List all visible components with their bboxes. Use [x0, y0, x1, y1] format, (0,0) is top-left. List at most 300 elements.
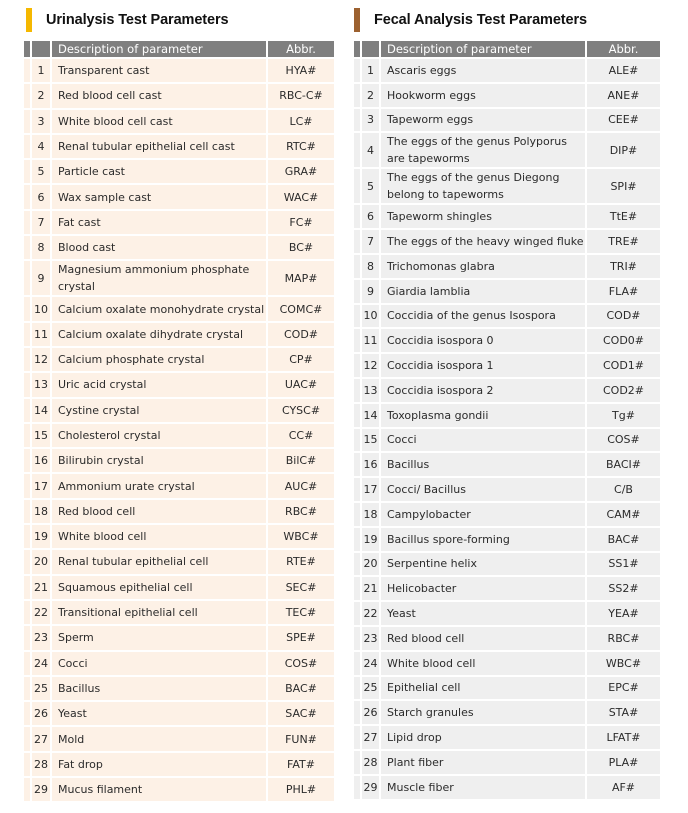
row-number: 20: [362, 551, 381, 576]
row-abbr: COD#: [587, 303, 660, 328]
row-abbr: SS2#: [587, 575, 660, 600]
row-abbr: SPI#: [587, 167, 660, 203]
header-description: Description of parameter: [381, 41, 587, 57]
row-abbr: LC#: [268, 108, 334, 133]
table-row: [24, 397, 334, 422]
table-row: [354, 278, 660, 303]
row-stub: [354, 501, 362, 526]
row-number: 3: [32, 108, 52, 133]
row-description: Cocci/ Bacillus: [381, 476, 587, 501]
table-row: [354, 303, 660, 328]
row-abbr: MAP#: [268, 259, 334, 295]
row-description: Toxoplasma gondii: [381, 402, 587, 427]
row-number: 25: [362, 675, 381, 700]
row-number: 9: [32, 259, 52, 295]
row-stub: [24, 624, 32, 649]
row-stub: [24, 548, 32, 573]
urinalysis-accent-bar: [26, 8, 32, 32]
row-number: 24: [32, 650, 52, 675]
row-abbr: SPE#: [268, 624, 334, 649]
table-row: [354, 427, 660, 452]
row-description: Muscle fiber: [381, 774, 587, 799]
table-row: [24, 650, 334, 675]
table-row: [354, 724, 660, 749]
row-abbr: FLA#: [587, 278, 660, 303]
row-description: Magnesium ammonium phosphate crystal: [52, 259, 268, 295]
row-abbr: BACI#: [587, 451, 660, 476]
table-row: [24, 346, 334, 371]
row-stub: [24, 259, 32, 295]
row-stub: [24, 523, 32, 548]
row-number: 28: [362, 749, 381, 774]
row-stub: [354, 724, 362, 749]
row-abbr: FAT#: [268, 751, 334, 776]
table-row: [24, 295, 334, 320]
row-description: Bacillus spore-forming: [381, 526, 587, 551]
row-number: 1: [32, 57, 52, 82]
row-abbr: BC#: [268, 234, 334, 259]
row-stub: [354, 749, 362, 774]
row-abbr: EPC#: [587, 675, 660, 700]
row-abbr: FUN#: [268, 725, 334, 750]
row-stub: [24, 57, 32, 82]
table-row: [24, 133, 334, 158]
row-description: Mucus filament: [52, 776, 268, 801]
row-abbr: RBC#: [268, 498, 334, 523]
row-stub: [24, 234, 32, 259]
row-stub: [354, 131, 362, 167]
row-number: 21: [32, 574, 52, 599]
header-stub: [24, 41, 32, 57]
row-stub: [354, 427, 362, 452]
row-stub: [354, 650, 362, 675]
table-row: [24, 447, 334, 472]
row-number: 24: [362, 650, 381, 675]
row-number: 10: [362, 303, 381, 328]
row-stub: [354, 303, 362, 328]
row-stub: [354, 699, 362, 724]
row-abbr: CYSC#: [268, 397, 334, 422]
row-description: Cocci: [381, 427, 587, 452]
row-stub: [354, 551, 362, 576]
row-number: 11: [32, 321, 52, 346]
table-row: [354, 402, 660, 427]
row-stub: [354, 327, 362, 352]
row-stub: [24, 321, 32, 346]
row-description: Tapeworm shingles: [381, 203, 587, 228]
row-stub: [24, 776, 32, 801]
row-description: Giardia lamblia: [381, 278, 587, 303]
row-description: Bacillus: [52, 675, 268, 700]
row-stub: [354, 600, 362, 625]
row-number: 15: [32, 422, 52, 447]
table-row: [24, 624, 334, 649]
row-number: 17: [32, 472, 52, 497]
urinalysis-table: [24, 41, 334, 801]
row-description: White blood cell: [381, 650, 587, 675]
table-row: [24, 82, 334, 107]
row-description: Fat cast: [52, 209, 268, 234]
row-abbr: COD2#: [587, 377, 660, 402]
fecal-header-row: [354, 41, 660, 57]
row-abbr: PLA#: [587, 749, 660, 774]
row-number: 17: [362, 476, 381, 501]
row-description: Hookworm eggs: [381, 82, 587, 107]
row-stub: [354, 575, 362, 600]
row-number: 13: [362, 377, 381, 402]
row-abbr: HYA#: [268, 57, 334, 82]
row-number: 6: [362, 203, 381, 228]
row-number: 19: [362, 526, 381, 551]
row-description: Particle cast: [52, 158, 268, 183]
row-number: 19: [32, 523, 52, 548]
row-number: 7: [362, 228, 381, 253]
row-abbr: COD1#: [587, 352, 660, 377]
row-description: Red blood cell: [381, 625, 587, 650]
row-description: Mold: [52, 725, 268, 750]
row-stub: [24, 422, 32, 447]
header-stub: [354, 41, 362, 57]
fecal-title-row: [354, 8, 587, 32]
row-description: Calcium oxalate monohydrate crystal: [52, 295, 268, 320]
row-abbr: COS#: [587, 427, 660, 452]
row-stub: [24, 183, 32, 208]
row-abbr: WBC#: [587, 650, 660, 675]
row-abbr: TtE#: [587, 203, 660, 228]
row-abbr: SS1#: [587, 551, 660, 576]
row-description: Red blood cell: [52, 498, 268, 523]
row-number: 4: [32, 133, 52, 158]
row-abbr: DIP#: [587, 131, 660, 167]
row-stub: [354, 57, 362, 82]
row-stub: [24, 675, 32, 700]
row-number: 23: [32, 624, 52, 649]
row-stub: [24, 158, 32, 183]
row-number: 18: [362, 501, 381, 526]
row-stub: [24, 133, 32, 158]
row-description: Uric acid crystal: [52, 371, 268, 396]
row-number: 7: [32, 209, 52, 234]
row-description: Bilirubin crystal: [52, 447, 268, 472]
row-abbr: BAC#: [268, 675, 334, 700]
table-row: [24, 321, 334, 346]
row-description: Coccidia isospora 2: [381, 377, 587, 402]
row-abbr: AF#: [587, 774, 660, 799]
row-description: Serpentine helix: [381, 551, 587, 576]
row-description: Ammonium urate crystal: [52, 472, 268, 497]
row-description: White blood cell cast: [52, 108, 268, 133]
row-abbr: RTC#: [268, 133, 334, 158]
row-description: Helicobacter: [381, 575, 587, 600]
row-stub: [354, 228, 362, 253]
row-description: Tapeworm eggs: [381, 107, 587, 132]
row-number: 2: [32, 82, 52, 107]
table-row: [354, 476, 660, 501]
row-number: 5: [32, 158, 52, 183]
table-row: [24, 751, 334, 776]
row-number: 9: [362, 278, 381, 303]
row-stub: [354, 377, 362, 402]
row-stub: [354, 451, 362, 476]
row-description: Fat drop: [52, 751, 268, 776]
row-stub: [354, 203, 362, 228]
row-abbr: BAC#: [587, 526, 660, 551]
table-row: [24, 422, 334, 447]
row-stub: [24, 650, 32, 675]
row-abbr: CAM#: [587, 501, 660, 526]
row-stub: [354, 675, 362, 700]
row-abbr: CEE#: [587, 107, 660, 132]
row-number: 10: [32, 295, 52, 320]
row-stub: [24, 447, 32, 472]
row-description: Calcium phosphate crystal: [52, 346, 268, 371]
table-row: [354, 501, 660, 526]
row-stub: [24, 599, 32, 624]
table-row: [24, 259, 334, 295]
table-row: [24, 776, 334, 801]
row-stub: [354, 107, 362, 132]
table-row: [354, 167, 660, 203]
row-number: 14: [362, 402, 381, 427]
row-description: Starch granules: [381, 699, 587, 724]
row-abbr: FC#: [268, 209, 334, 234]
row-description: Calcium oxalate dihydrate crystal: [52, 321, 268, 346]
row-abbr: YEA#: [587, 600, 660, 625]
row-description: Renal tubular epithelial cell cast: [52, 133, 268, 158]
table-row: [354, 57, 660, 82]
row-description: Wax sample cast: [52, 183, 268, 208]
table-row: [24, 57, 334, 82]
row-abbr: BilC#: [268, 447, 334, 472]
row-description: The eggs of the heavy winged fluke: [381, 228, 587, 253]
row-number: 13: [32, 371, 52, 396]
row-stub: [24, 209, 32, 234]
urinalysis-header-row: [24, 41, 334, 57]
fecal-title: Fecal Analysis Test Parameters: [374, 12, 588, 28]
row-abbr: COD0#: [587, 327, 660, 352]
row-abbr: TRE#: [587, 228, 660, 253]
row-description: Yeast: [52, 700, 268, 725]
row-stub: [354, 526, 362, 551]
row-number: 15: [362, 427, 381, 452]
row-stub: [354, 476, 362, 501]
urinalysis-title: Urinalysis Test Parameters: [46, 12, 229, 28]
table-row: [354, 82, 660, 107]
row-number: 12: [362, 352, 381, 377]
table-row: [24, 725, 334, 750]
row-abbr: SAC#: [268, 700, 334, 725]
row-number: 12: [32, 346, 52, 371]
row-description: Sperm: [52, 624, 268, 649]
row-stub: [24, 751, 32, 776]
table-row: [24, 108, 334, 133]
row-stub: [354, 82, 362, 107]
table-row: [24, 209, 334, 234]
row-description: Lipid drop: [381, 724, 587, 749]
row-abbr: COMC#: [268, 295, 334, 320]
row-description: Squamous epithelial cell: [52, 574, 268, 599]
row-description: Transparent cast: [52, 57, 268, 82]
row-stub: [24, 725, 32, 750]
row-abbr: C/B: [587, 476, 660, 501]
row-number: 21: [362, 575, 381, 600]
row-stub: [24, 295, 32, 320]
row-abbr: RBC#: [587, 625, 660, 650]
row-abbr: Tg#: [587, 402, 660, 427]
row-description: Coccidia of the genus Isospora: [381, 303, 587, 328]
row-number: 25: [32, 675, 52, 700]
table-row: [24, 234, 334, 259]
row-number: 27: [32, 725, 52, 750]
row-description: Epithelial cell: [381, 675, 587, 700]
header-abbr: Abbr.: [587, 41, 660, 57]
table-row: [354, 377, 660, 402]
row-description: Ascaris eggs: [381, 57, 587, 82]
row-description: Cystine crystal: [52, 397, 268, 422]
row-description: Campylobacter: [381, 501, 587, 526]
header-number: [362, 41, 381, 57]
row-abbr: PHL#: [268, 776, 334, 801]
row-description: Transitional epithelial cell: [52, 599, 268, 624]
row-stub: [24, 574, 32, 599]
table-row: [354, 352, 660, 377]
row-description: Blood cast: [52, 234, 268, 259]
row-number: 18: [32, 498, 52, 523]
row-stub: [24, 472, 32, 497]
fecal-accent-bar: [354, 8, 360, 32]
table-row: [24, 498, 334, 523]
header-number: [32, 41, 52, 57]
table-row: [354, 203, 660, 228]
table-row: [354, 675, 660, 700]
row-number: 3: [362, 107, 381, 132]
row-description: White blood cell: [52, 523, 268, 548]
table-row: [354, 228, 660, 253]
row-number: 2: [362, 82, 381, 107]
row-abbr: CC#: [268, 422, 334, 447]
urinalysis-title-row: [24, 8, 229, 32]
row-abbr: RTE#: [268, 548, 334, 573]
table-row: [24, 523, 334, 548]
row-stub: [24, 346, 32, 371]
row-description: Coccidia isospora 1: [381, 352, 587, 377]
row-description: Cocci: [52, 650, 268, 675]
table-row: [354, 131, 660, 167]
row-number: 29: [32, 776, 52, 801]
row-description: Coccidia isospora 0: [381, 327, 587, 352]
table-row: [354, 575, 660, 600]
table-row: [354, 526, 660, 551]
row-number: 28: [32, 751, 52, 776]
table-row: [24, 574, 334, 599]
row-number: 26: [32, 700, 52, 725]
row-description: Trichomonas glabra: [381, 253, 587, 278]
row-abbr: CP#: [268, 346, 334, 371]
table-row: [24, 700, 334, 725]
row-abbr: LFAT#: [587, 724, 660, 749]
table-row: [354, 600, 660, 625]
row-stub: [24, 397, 32, 422]
row-stub: [354, 402, 362, 427]
row-number: 22: [32, 599, 52, 624]
row-abbr: GRA#: [268, 158, 334, 183]
row-abbr: COS#: [268, 650, 334, 675]
table-row: [354, 625, 660, 650]
table-row: [24, 183, 334, 208]
row-description: Cholesterol crystal: [52, 422, 268, 447]
row-number: 5: [362, 167, 381, 203]
row-stub: [354, 167, 362, 203]
row-number: 29: [362, 774, 381, 799]
header-abbr: Abbr.: [268, 41, 334, 57]
row-number: 4: [362, 131, 381, 167]
table-row: [24, 371, 334, 396]
row-abbr: AUC#: [268, 472, 334, 497]
row-number: 23: [362, 625, 381, 650]
table-row: [24, 158, 334, 183]
row-number: 27: [362, 724, 381, 749]
row-abbr: UAC#: [268, 371, 334, 396]
table-row: [354, 551, 660, 576]
row-description: Red blood cell cast: [52, 82, 268, 107]
row-number: 20: [32, 548, 52, 573]
row-abbr: STA#: [587, 699, 660, 724]
table-row: [24, 599, 334, 624]
table-row: [354, 107, 660, 132]
row-number: 14: [32, 397, 52, 422]
row-abbr: TEC#: [268, 599, 334, 624]
row-abbr: COD#: [268, 321, 334, 346]
row-stub: [354, 774, 362, 799]
row-abbr: SEC#: [268, 574, 334, 599]
row-description: Bacillus: [381, 451, 587, 476]
row-stub: [24, 108, 32, 133]
row-description: Plant fiber: [381, 749, 587, 774]
row-stub: [354, 253, 362, 278]
row-number: 26: [362, 699, 381, 724]
row-stub: [24, 82, 32, 107]
table-row: [354, 699, 660, 724]
row-stub: [354, 278, 362, 303]
row-number: 11: [362, 327, 381, 352]
row-number: 8: [362, 253, 381, 278]
row-abbr: WBC#: [268, 523, 334, 548]
table-row: [24, 548, 334, 573]
row-number: 16: [32, 447, 52, 472]
row-number: 8: [32, 234, 52, 259]
row-abbr: ANE#: [587, 82, 660, 107]
row-description: Renal tubular epithelial cell: [52, 548, 268, 573]
row-abbr: ALE#: [587, 57, 660, 82]
row-description: The eggs of the genus Polyporus are tapeworms: [381, 131, 587, 167]
table-row: [354, 650, 660, 675]
table-row: [354, 774, 660, 799]
row-number: 22: [362, 600, 381, 625]
row-stub: [24, 700, 32, 725]
row-description: The eggs of the genus Diegong belong to tapeworms: [381, 167, 587, 203]
row-stub: [354, 625, 362, 650]
row-number: 16: [362, 451, 381, 476]
row-stub: [354, 352, 362, 377]
row-description: Yeast: [381, 600, 587, 625]
fecal-table: [354, 41, 660, 799]
table-row: [354, 451, 660, 476]
row-abbr: TRI#: [587, 253, 660, 278]
row-stub: [24, 371, 32, 396]
row-number: 6: [32, 183, 52, 208]
header-description: Description of parameter: [52, 41, 268, 57]
row-number: 1: [362, 57, 381, 82]
